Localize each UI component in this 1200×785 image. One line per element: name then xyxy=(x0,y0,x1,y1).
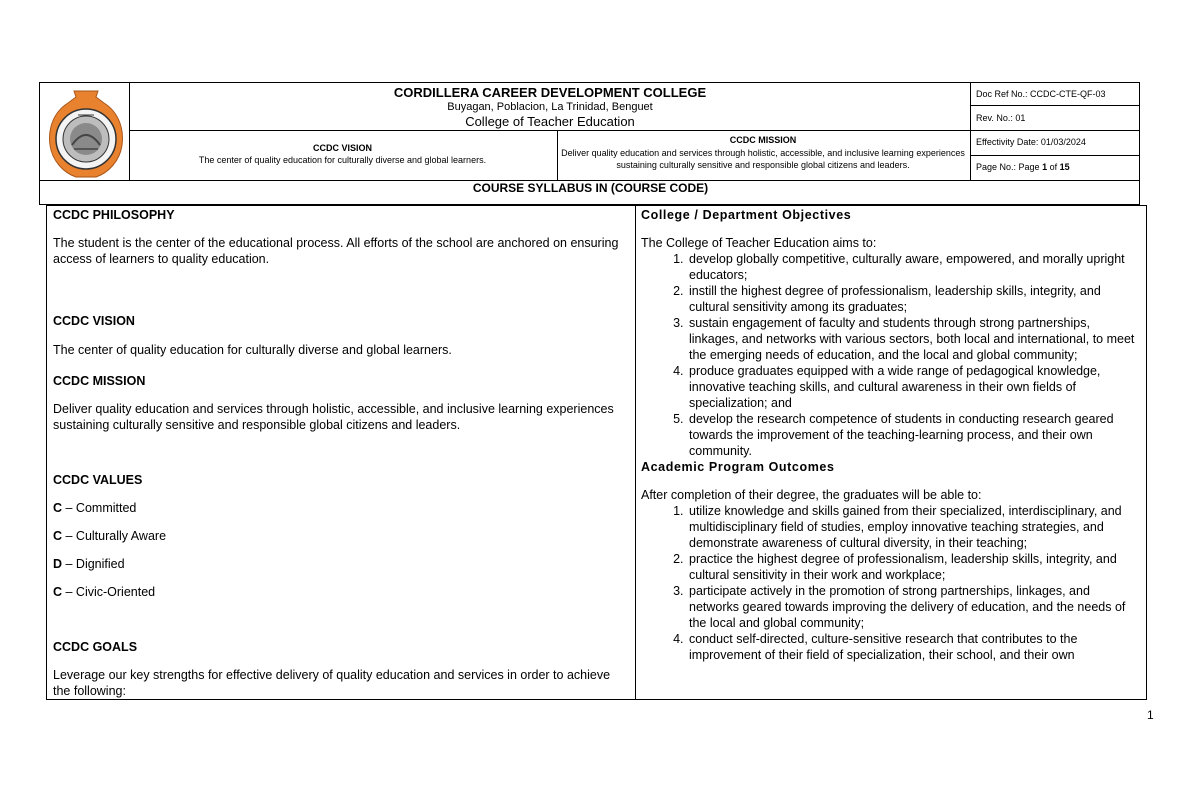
page-of: of xyxy=(1049,162,1058,172)
list-item: 3. sustain engagement of faculty and students through strong partnerships, linkages, and networks with various sectors, both local and international, to meet the emerging needs of education, and the local and global community; xyxy=(687,315,1141,363)
header-mission-title: CCDC MISSION xyxy=(729,135,797,145)
list-item: 5. develop the research competence of students in conducting research geared towards the improvement of the teaching-learning process, and their own community. xyxy=(687,411,1141,459)
vision-title: CCDC VISION xyxy=(53,314,135,328)
value-item: C – Culturally Aware xyxy=(53,529,167,543)
document-header xyxy=(39,82,1140,205)
list-item: 1. utilize knowledge and skills gained from their specialized, interdisciplinary, and multidisciplinary field of studies, employ innovative teaching strategies, and demonstrate awareness of cultural diversity, in their teaching; xyxy=(687,503,1141,551)
goals-title: CCDC GOALS xyxy=(53,640,138,654)
list-item: 3. participate actively in the promotion of strong partnerships, linkages, and networks geared towards improving the delivery of education, and the needs of the local and global community; xyxy=(687,583,1141,631)
list-item: 2. practice the highest degree of professionalism, leadership skills, integrity, and cultural sensitivity in their work and workplace; xyxy=(687,551,1141,583)
page-prefix: Page No.: Page xyxy=(976,162,1040,172)
goals-text: Leverage our key strengths for effective delivery of quality education and services in order to achieve the following: xyxy=(53,668,611,698)
mission-title: CCDC MISSION xyxy=(53,374,146,388)
footer-page-number: 1 xyxy=(1147,708,1154,722)
values-title: CCDC VALUES xyxy=(53,473,143,487)
vision-text: The center of quality education for culturally diverse and global learners. xyxy=(53,343,452,357)
syllabus-body-table xyxy=(46,205,1147,700)
header-vision-title: CCDC VISION xyxy=(312,143,372,153)
college-name: CORDILLERA CAREER DEVELOPMENT COLLEGE xyxy=(393,85,707,100)
header-vision-text: The center of quality education for culturally diverse and global learners. xyxy=(198,155,487,165)
page-indicator xyxy=(976,162,1070,172)
list-item: 1. develop globally competitive, culturally aware, empowered, and morally upright educators; xyxy=(687,251,1141,283)
outcomes-title: Academic Program Outcomes xyxy=(641,460,835,474)
department-name: College of Teacher Education xyxy=(465,114,635,129)
effectivity-date: Effectivity Date: 01/03/2024 xyxy=(976,137,1086,147)
philosophy-text: The student is the center of the educational process. All efforts of the school are anchored on ensuring access of learners to quality education. xyxy=(53,236,619,266)
column-divider xyxy=(635,206,636,699)
page-current: 1 xyxy=(1042,162,1048,172)
college-address: Buyagan, Poblacion, La Trinidad, Benguet xyxy=(447,101,653,113)
objectives-list xyxy=(641,251,1141,459)
objectives-title: College / Department Objectives xyxy=(641,208,852,222)
list-item: 4. produce graduates equipped with a wide range of pedagogical knowledge, innovative teaching skills, and cultural awareness in their own fields of specialization; and xyxy=(687,363,1141,411)
college-seal-logo xyxy=(48,87,124,181)
mission-text: Deliver quality education and services through holistic, accessible, and inclusive learning experiences sustaining culturally sensitive and responsible global citizens and leaders. xyxy=(53,402,614,432)
page-total: 15 xyxy=(1059,162,1070,172)
left-column xyxy=(53,207,629,699)
philosophy-title: CCDC PHILOSOPHY xyxy=(53,208,175,222)
value-item: C – Committed xyxy=(53,501,137,515)
header-mission-text: Deliver quality education and services through holistic, accessible, and inclusive learning experiences sustaining culturally sensitive and responsible global citizens and leaders. xyxy=(561,148,965,170)
value-item: D – Dignified xyxy=(53,557,125,571)
right-column xyxy=(641,207,1141,663)
outcomes-list xyxy=(641,503,1141,663)
list-item: 4. conduct self-directed, culture-sensitive research that contributes to the improvement of their field of specialization, their school, and their own xyxy=(687,631,1141,663)
objectives-intro: The College of Teacher Education aims to: xyxy=(641,236,877,250)
revision-number: Rev. No.: 01 xyxy=(976,113,1026,123)
doc-ref-number: Doc Ref No.: CCDC-CTE-QF-03 xyxy=(976,89,1106,99)
value-item: C – Civic-Oriented xyxy=(53,585,156,599)
syllabus-banner: COURSE SYLLABUS IN (COURSE CODE) xyxy=(472,181,709,195)
list-item: 2. instill the highest degree of professionalism, leadership skills, integrity, and cultural sensitivity among its graduates; xyxy=(687,283,1141,315)
outcomes-intro: After completion of their degree, the graduates will be able to: xyxy=(641,488,982,502)
